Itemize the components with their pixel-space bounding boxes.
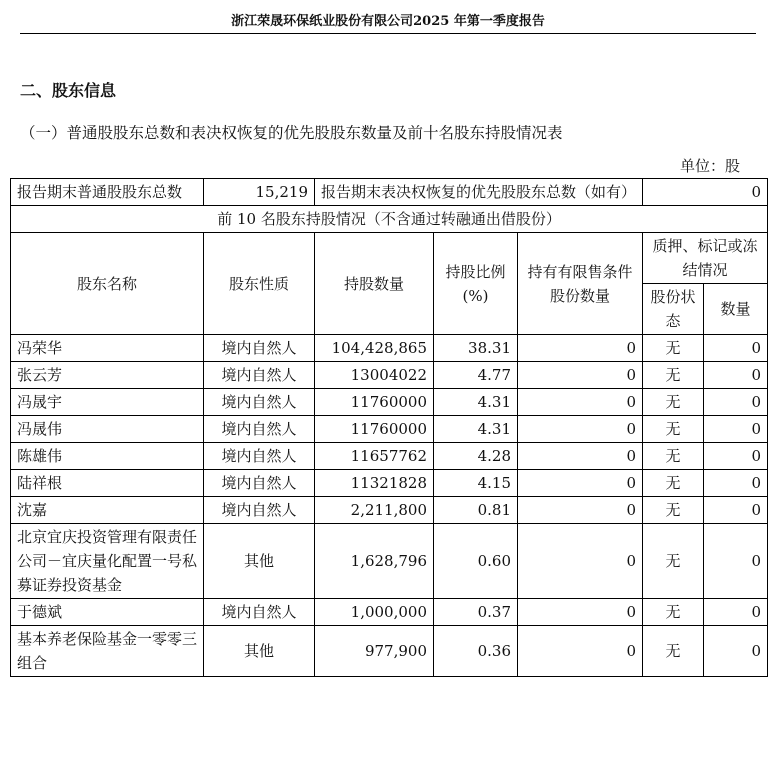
- col-header-pledge-qty: 数量: [704, 284, 768, 335]
- restricted-shares: 0: [518, 497, 643, 524]
- col-header-name: 股东名称: [11, 233, 204, 335]
- pledge-quantity: 0: [704, 416, 768, 443]
- shareholding-quantity: 1,628,796: [315, 524, 434, 599]
- shareholding-ratio: 4.31: [434, 389, 518, 416]
- sub-title: （一）普通股股东总数和表决权恢复的优先股股东数量及前十名股东持股情况表: [20, 124, 563, 142]
- shareholding-ratio: 4.15: [434, 470, 518, 497]
- restricted-shares: 0: [518, 362, 643, 389]
- table-row: [11, 416, 768, 443]
- shareholding-ratio: 4.77: [434, 362, 518, 389]
- pledge-status: 无: [643, 497, 704, 524]
- pledge-quantity: 0: [704, 599, 768, 626]
- pledge-quantity: 0: [704, 470, 768, 497]
- shareholding-quantity: 11760000: [315, 389, 434, 416]
- preferred-holders-value: 0: [643, 179, 768, 206]
- shareholder-name: 于德斌: [11, 599, 204, 626]
- shareholding-ratio: 4.28: [434, 443, 518, 470]
- top10-title: 前 10 名股东持股情况（不含通过转融通出借股份）: [11, 206, 768, 233]
- restricted-shares: 0: [518, 416, 643, 443]
- pledge-status: 无: [643, 389, 704, 416]
- shareholding-quantity: 13004022: [315, 362, 434, 389]
- common-holders-label: 报告期末普通股股东总数: [11, 179, 204, 206]
- pledge-status: 无: [643, 443, 704, 470]
- pledge-status: 无: [643, 416, 704, 443]
- table-row: [11, 335, 768, 362]
- restricted-shares: 0: [518, 389, 643, 416]
- pledge-status: 无: [643, 362, 704, 389]
- shareholder-name: 张云芳: [11, 362, 204, 389]
- report-header: 浙江荣晟环保纸业股份有限公司2025 年第一季度报告: [20, 10, 756, 34]
- shareholder-nature: 境内自然人: [204, 362, 315, 389]
- shareholder-name: 冯晟宇: [11, 389, 204, 416]
- table-row: [11, 389, 768, 416]
- shareholder-nature: 境内自然人: [204, 443, 315, 470]
- pledge-quantity: 0: [704, 524, 768, 599]
- preferred-holders-label: 报告期末表决权恢复的优先股股东总数（如有）: [315, 179, 643, 206]
- shareholder-nature: 境内自然人: [204, 497, 315, 524]
- summary-row: [11, 179, 768, 206]
- shareholder-name: 北京宜庆投资管理有限责任公司－宜庆量化配置一号私募证券投资基金: [11, 524, 204, 599]
- shareholding-quantity: 977,900: [315, 626, 434, 677]
- table-row: [11, 497, 768, 524]
- column-header-row: [11, 233, 768, 284]
- unit-label: 单位：股: [679, 157, 740, 175]
- pledge-status: 无: [643, 599, 704, 626]
- pledge-quantity: 0: [704, 362, 768, 389]
- restricted-shares: 0: [518, 470, 643, 497]
- shareholder-name: 冯荣华: [11, 335, 204, 362]
- restricted-shares: 0: [518, 443, 643, 470]
- shareholding-ratio: 4.31: [434, 416, 518, 443]
- shareholding-quantity: 11657762: [315, 443, 434, 470]
- pledge-status: 无: [643, 335, 704, 362]
- shareholder-nature: 境内自然人: [204, 389, 315, 416]
- top10-title-row: [11, 206, 768, 233]
- col-header-pledge-group: 质押、标记或冻结情况: [643, 233, 768, 284]
- section-title: 二、股东信息: [20, 81, 117, 100]
- shareholder-nature: 境内自然人: [204, 416, 315, 443]
- table-row: [11, 599, 768, 626]
- pledge-quantity: 0: [704, 626, 768, 677]
- shareholding-ratio: 0.60: [434, 524, 518, 599]
- col-header-quantity: 持股数量: [315, 233, 434, 335]
- shareholder-name: 沈嘉: [11, 497, 204, 524]
- shareholding-quantity: 11321828: [315, 470, 434, 497]
- restricted-shares: 0: [518, 626, 643, 677]
- pledge-quantity: 0: [704, 389, 768, 416]
- shareholding-quantity: 2,211,800: [315, 497, 434, 524]
- shareholder-name: 陈雄伟: [11, 443, 204, 470]
- table-row: [11, 362, 768, 389]
- shareholder-nature: 其他: [204, 524, 315, 599]
- shareholding-quantity: 104,428,865: [315, 335, 434, 362]
- shareholder-table: [10, 178, 768, 677]
- pledge-status: 无: [643, 626, 704, 677]
- restricted-shares: 0: [518, 524, 643, 599]
- table-row: [11, 524, 768, 599]
- col-header-ratio: 持股比例(%): [434, 233, 518, 335]
- col-header-pledge-status: 股份状态: [643, 284, 704, 335]
- shareholder-nature: 境内自然人: [204, 470, 315, 497]
- pledge-quantity: 0: [704, 497, 768, 524]
- col-header-nature: 股东性质: [204, 233, 315, 335]
- col-header-restricted: 持有有限售条件股份数量: [518, 233, 643, 335]
- shareholding-ratio: 0.81: [434, 497, 518, 524]
- common-holders-value: 15,219: [204, 179, 315, 206]
- shareholding-quantity: 11760000: [315, 416, 434, 443]
- shareholder-nature: 境内自然人: [204, 599, 315, 626]
- shareholder-nature: 其他: [204, 626, 315, 677]
- restricted-shares: 0: [518, 335, 643, 362]
- table-row: [11, 443, 768, 470]
- shareholder-nature: 境内自然人: [204, 335, 315, 362]
- restricted-shares: 0: [518, 599, 643, 626]
- shareholding-ratio: 0.36: [434, 626, 518, 677]
- shareholder-name: 陆祥根: [11, 470, 204, 497]
- pledge-quantity: 0: [704, 335, 768, 362]
- shareholder-name: 基本养老保险基金一零零三组合: [11, 626, 204, 677]
- table-row: [11, 626, 768, 677]
- pledge-status: 无: [643, 524, 704, 599]
- pledge-status: 无: [643, 470, 704, 497]
- table-row: [11, 470, 768, 497]
- pledge-quantity: 0: [704, 443, 768, 470]
- shareholder-name: 冯晟伟: [11, 416, 204, 443]
- shareholding-ratio: 38.31: [434, 335, 518, 362]
- shareholding-quantity: 1,000,000: [315, 599, 434, 626]
- shareholding-ratio: 0.37: [434, 599, 518, 626]
